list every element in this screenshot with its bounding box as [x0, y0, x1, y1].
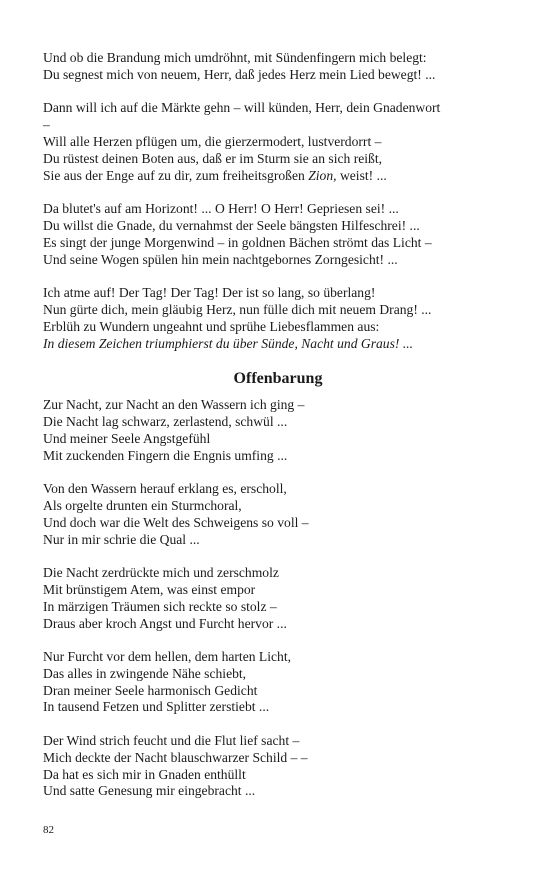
verse-line: Mich deckte der Nacht blauschwarzer Schild – –	[43, 749, 308, 765]
stanza	[43, 481, 513, 548]
poem-title: Offenbarung	[233, 370, 323, 388]
verse-line: Die Nacht lag schwarz, zerlastend, schwül ...	[43, 413, 288, 429]
verse-line: Dran meiner Seele harmonisch Gedicht	[43, 682, 258, 698]
verse-line: Zur Nacht, zur Nacht an den Wassern ich ging –	[43, 397, 305, 413]
stanza	[43, 285, 513, 352]
verse-line: In tausend Fetzen und Splitter zerstiebt ...	[43, 699, 270, 715]
verse-line: Und ob die Brandung mich umdröhnt, mit Sündenfingern mich belegt:	[43, 50, 427, 65]
verse-line: Draus aber kroch Angst und Furcht hervor ...	[43, 615, 287, 631]
verse-emphasis: Zion,	[308, 167, 337, 183]
page-body	[43, 50, 513, 817]
verse-line: Nun gürte dich, mein gläubig Herz, nun fülle dich mit neuem Drang! ...	[43, 301, 432, 317]
stanza	[43, 649, 513, 716]
verse-line: Und satte Genesung mir eingebracht ...	[43, 783, 256, 799]
verse-line: In märzigen Träumen sich reckte so stolz –	[43, 598, 277, 614]
verse-line: Du rüstest deinen Boten aus, daß er im Sturm sie an sich reißt,	[43, 150, 383, 166]
verse-line: Als orgelte drunten ein Sturmchoral,	[43, 497, 242, 513]
stanza	[43, 201, 513, 268]
verse-line: Von den Wassern herauf erklang es, erscholl,	[43, 481, 287, 497]
verse-line: Will alle Herzen pflügen um, die gierzermodert, lustverdorrt –	[43, 133, 382, 149]
verse-line: Das alles in zwingende Nähe schiebt,	[43, 665, 247, 681]
stanza	[43, 565, 513, 632]
verse-line: Nur Furcht vor dem hellen, dem harten Licht,	[43, 649, 292, 665]
verse-line: Du willst die Gnade, du vernahmst der Seele bängsten Hilfeschrei! ...	[43, 217, 420, 233]
poem-continuation	[43, 50, 513, 352]
verse-line: Erblüh zu Wundern ungeahnt und sprühe Liebesflammen aus:	[43, 318, 380, 334]
verse-line: Da blutet's auf am Horizont! ... O Herr! O Herr! Gepriesen sei! ...	[43, 201, 399, 217]
verse-line: Dann will ich auf die Märkte gehn – will künden, Herr, dein Gnadenwort	[43, 100, 441, 116]
verse-line: Nur in mir schrie die Qual ...	[43, 531, 200, 547]
verse-line: Mit brünstigem Atem, was einst empor	[43, 581, 256, 597]
verse-line: Und doch war die Welt des Schweigens so voll –	[43, 514, 309, 530]
stanza	[43, 733, 513, 800]
verse-line: Und seine Wogen spülen hin mein nachtgebornes Zorngesicht! ...	[43, 251, 398, 267]
verse-line: Mit zuckenden Fingern die Engnis umfing ...	[43, 447, 288, 463]
verse-line: Ich atme auf! Der Tag! Der Tag! Der ist so lang, so überlang!	[43, 285, 376, 301]
verse-line: –	[43, 117, 50, 133]
poem-offenbarung	[43, 397, 513, 800]
verse-text: weist! ...	[336, 167, 387, 183]
verse-text: Sie aus der Enge auf zu dir, zum freiheitsgroßen	[43, 167, 309, 183]
verse-line	[43, 336, 513, 353]
verse-line: Es singt der junge Morgenwind – in goldnen Bächen strömt das Licht –	[43, 234, 432, 250]
verse-emphasis: In diesem Zeichen triumphierst du über Sünde, Nacht und Graus! ...	[43, 335, 414, 351]
stanza	[43, 100, 513, 184]
verse-line: Der Wind strich feucht und die Flut lief sacht –	[43, 733, 300, 749]
verse-line: Da hat es sich mir in Gnaden enthüllt	[43, 766, 246, 782]
verse-line: Die Nacht zerdrückte mich und zerschmolz	[43, 565, 279, 581]
verse-line	[43, 168, 513, 185]
verse-line: Du segnest mich von neuem, Herr, daß jedes Herz mein Lied bewegt! ...	[43, 66, 436, 82]
verse-line: Und meiner Seele Angstgefühl	[43, 430, 211, 446]
stanza	[43, 397, 513, 464]
stanza	[43, 50, 513, 84]
page-number: 82	[43, 824, 54, 836]
